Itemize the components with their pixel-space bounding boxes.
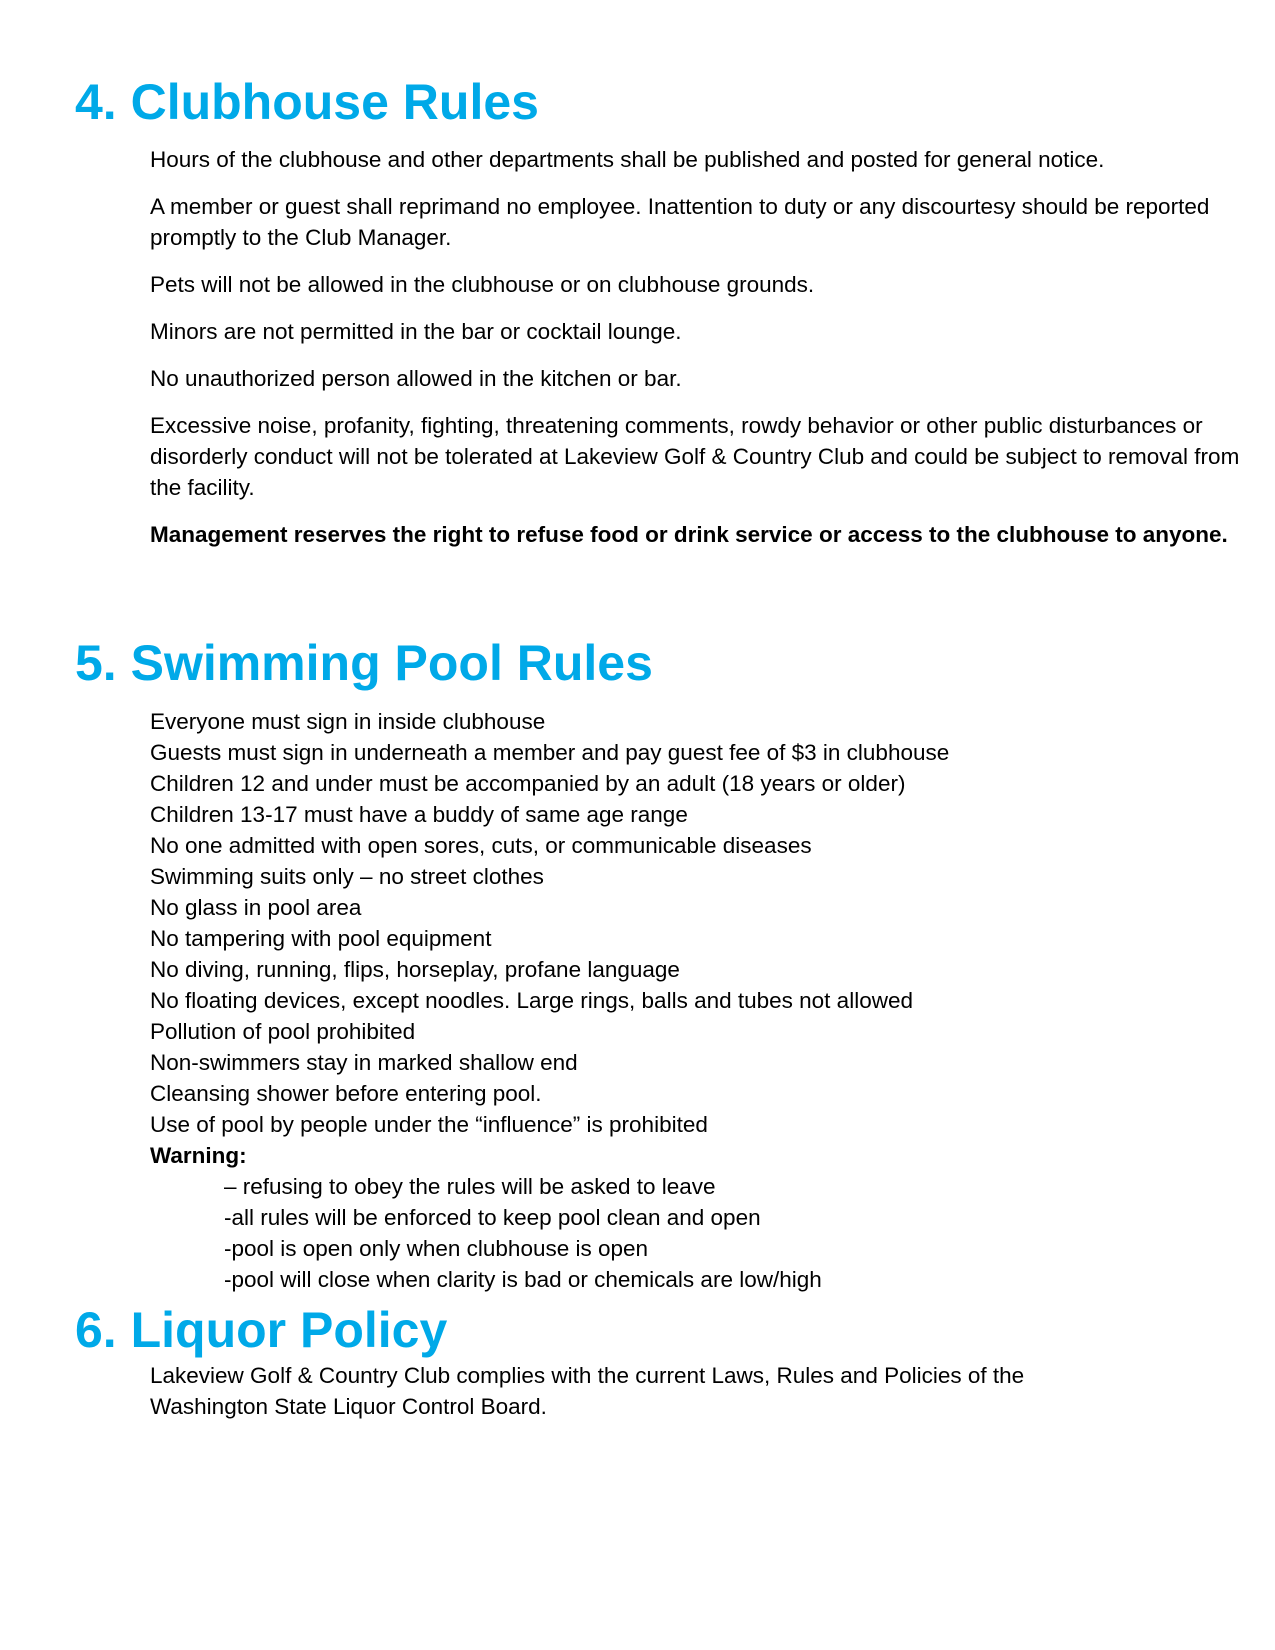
section-4-heading: 4. Clubhouse Rules <box>75 74 539 130</box>
pool-rule-item: Children 12 and under must be accompanied by an adult (18 years or older) <box>150 771 906 796</box>
pool-rule-item: Everyone must sign in inside clubhouse <box>150 709 546 734</box>
liquor-policy-line: Washington State Liquor Control Board. <box>150 1394 547 1419</box>
pool-rule-item: No tampering with pool equipment <box>150 926 492 951</box>
pool-rule-item: Use of pool by people under the “influence” is prohibited <box>150 1112 708 1137</box>
liquor-policy-line: Lakeview Golf & Country Club complies with the current Laws, Rules and Policies of the <box>150 1363 1025 1388</box>
clubhouse-rule-paragraph: Pets will not be allowed in the clubhouse or on clubhouse grounds. <box>150 272 815 297</box>
clubhouse-rule-paragraph: A member or guest shall reprimand no employee. Inattention to duty or any discourtesy should be reported promptly to the Club Manager. <box>150 194 1210 250</box>
warning-item: – refusing to obey the rules will be asked to leave <box>224 1174 716 1199</box>
pool-rule-item: No one admitted with open sores, cuts, or communicable diseases <box>150 833 812 858</box>
pool-rule-item: Guests must sign in underneath a member and pay guest fee of $3 in clubhouse <box>150 740 950 765</box>
warning-label: Warning: <box>150 1143 247 1168</box>
pool-rules-list <box>150 706 1250 1295</box>
warning-item: -pool will close when clarity is bad or chemicals are low/high <box>224 1267 822 1292</box>
section-6-heading: 6. Liquor Policy <box>75 1302 448 1358</box>
warning-item: -pool is open only when clubhouse is open <box>224 1236 649 1261</box>
pool-rule-item: No glass in pool area <box>150 895 362 920</box>
clubhouse-rule-paragraph: Excessive noise, profanity, fighting, threatening comments, rowdy behavior or other public disturbances or disorderly conduct will not be tolerated at Lakeview Golf & Country Club and could be subject to removal from the facility. <box>150 413 1240 500</box>
pool-rule-item: Cleansing shower before entering pool. <box>150 1081 542 1106</box>
pool-rule-item: Non-swimmers stay in marked shallow end <box>150 1050 578 1075</box>
clubhouse-rule-paragraph: Minors are not permitted in the bar or cocktail lounge. <box>150 319 682 344</box>
pool-rule-item: No diving, running, flips, horseplay, profane language <box>150 957 680 982</box>
clubhouse-rule-paragraph: Hours of the clubhouse and other departments shall be published and posted for general notice. <box>150 147 1105 172</box>
pool-rule-item: Children 13-17 must have a buddy of same age range <box>150 802 688 827</box>
clubhouse-rule-paragraph: No unauthorized person allowed in the kitchen or bar. <box>150 366 682 391</box>
section-5-heading: 5. Swimming Pool Rules <box>75 635 653 691</box>
management-note: Management reserves the right to refuse food or drink service or access to the clubhouse to anyone. <box>150 522 1228 547</box>
pool-rule-item: Swimming suits only – no street clothes <box>150 864 544 889</box>
liquor-policy-body <box>150 1360 1250 1422</box>
pool-rule-item: Pollution of pool prohibited <box>150 1019 416 1044</box>
section-4-body <box>150 144 1250 566</box>
pool-rule-item: No floating devices, except noodles. Large rings, balls and tubes not allowed <box>150 988 913 1013</box>
warning-item: -all rules will be enforced to keep pool clean and open <box>224 1205 761 1230</box>
